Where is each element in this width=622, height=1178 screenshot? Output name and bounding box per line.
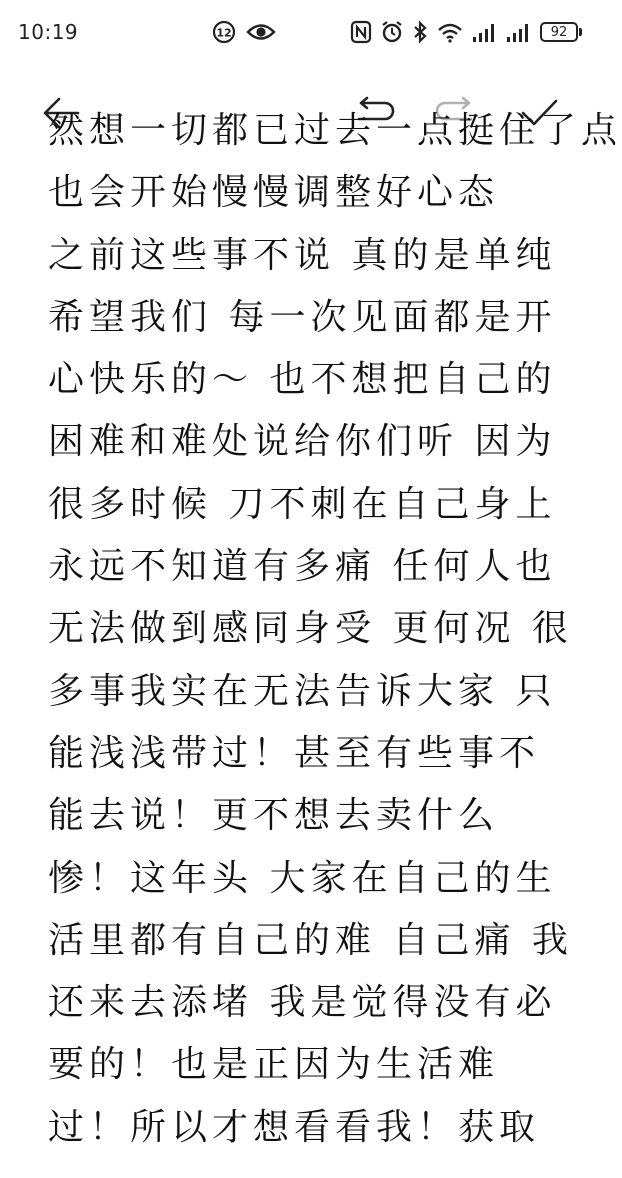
note-text bbox=[48, 100, 622, 1159]
note-line: 困难和难处说给你们听 因为 bbox=[48, 421, 557, 463]
note-line: 过！所以才想看看我！获取 bbox=[48, 1106, 541, 1148]
note-line: 能去说！更不想去卖什么 bbox=[48, 795, 500, 837]
status-right-icons bbox=[350, 20, 582, 44]
note-line: 能浅浅带过！甚至有些事不 bbox=[48, 732, 541, 774]
note-line: 心快乐的～ 也不想把自己的 bbox=[48, 359, 557, 401]
alarm-icon bbox=[380, 20, 404, 44]
signal-icon bbox=[506, 21, 532, 43]
note-line: 还来去添堵 我是觉得没有必 bbox=[48, 982, 557, 1024]
note-line: 惨！这年头 大家在自己的生 bbox=[48, 857, 557, 899]
battery-level: 92 bbox=[540, 22, 578, 42]
wifi-icon bbox=[436, 20, 464, 44]
note-line: 活里都有自己的难 自己痛 我 bbox=[48, 919, 573, 961]
note-editor[interactable] bbox=[0, 110, 622, 1178]
bluetooth-icon bbox=[412, 20, 428, 44]
note-line: 永远不知道有多痛 任何人也 bbox=[48, 546, 557, 588]
note-line: 希望我们 每一次见面都是开 bbox=[48, 296, 557, 338]
status-bar bbox=[0, 0, 600, 66]
nfc-icon bbox=[350, 20, 372, 44]
svg-text:12: 12 bbox=[216, 26, 232, 40]
note-line: 要的！也是正因为生活难 bbox=[48, 1044, 500, 1086]
battery-tip bbox=[579, 28, 582, 36]
status-time: 10:19 bbox=[18, 20, 79, 44]
note-line: 然想一切都已过去一点挺住了点 bbox=[48, 110, 622, 151]
note-line: 多事我实在无法告诉大家 只 bbox=[48, 670, 557, 712]
note-line: 之前这些事不说 真的是单纯 bbox=[48, 234, 557, 276]
notification-badge-icon bbox=[212, 20, 236, 44]
eye-icon bbox=[246, 21, 276, 43]
battery-icon bbox=[540, 22, 582, 42]
note-line: 很多时候 刀不刺在自己身上 bbox=[48, 483, 557, 525]
note-line: 也会开始慢慢调整好心态 bbox=[48, 172, 500, 214]
note-line: 无法做到感同身受 更何况 很 bbox=[48, 608, 573, 650]
status-center-icons bbox=[212, 20, 276, 44]
signal-icon bbox=[472, 21, 498, 43]
